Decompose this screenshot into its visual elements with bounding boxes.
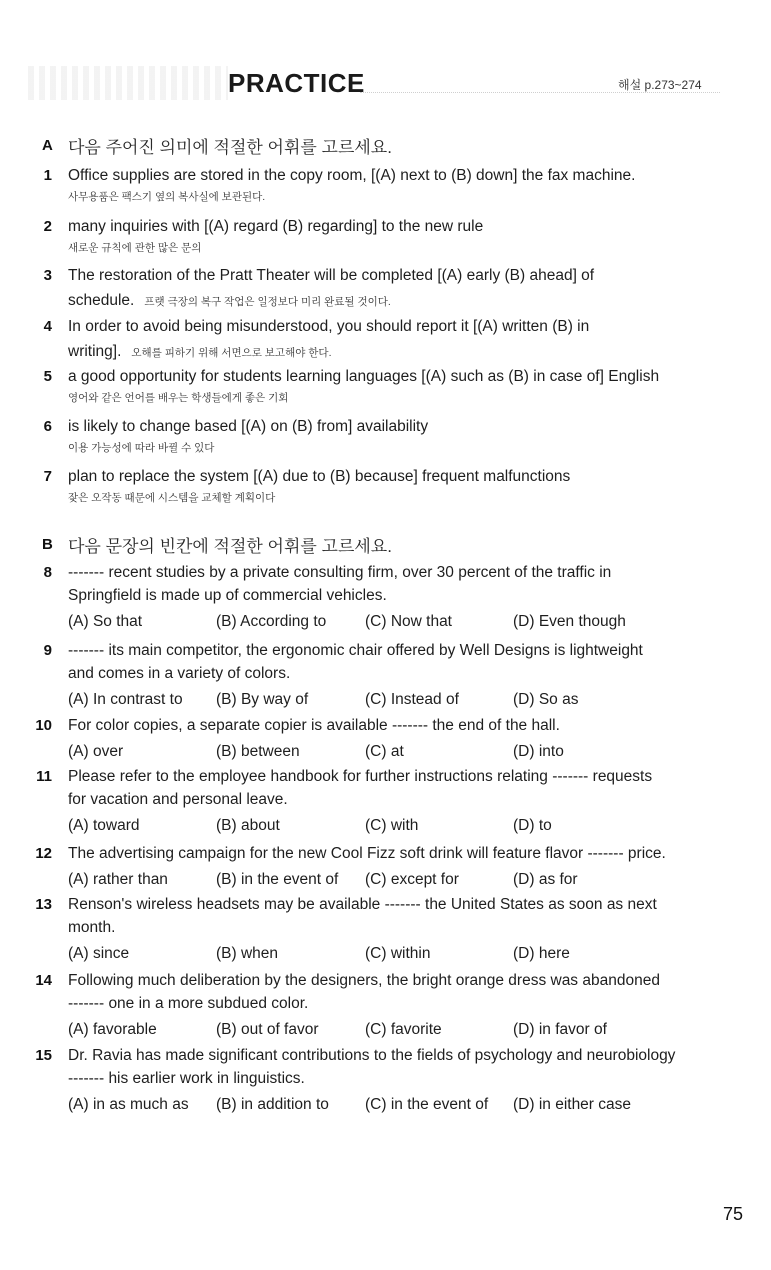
item-number: 10 <box>35 717 52 734</box>
answer-option: (C) within <box>365 945 431 962</box>
answer-option: (B) in addition to <box>216 1096 329 1113</box>
item-number: 14 <box>35 972 52 989</box>
item-text-line <box>68 292 391 310</box>
item-text-line: and comes in a variety of colors. <box>68 665 291 682</box>
item-text-line: The restoration of the Pratt Theater will be completed [(A) early (B) ahead] of <box>68 267 595 284</box>
item-text-line: ------- one in a more subdued color. <box>68 995 309 1012</box>
answer-option: (A) rather than <box>68 871 168 888</box>
item-text: schedule. <box>68 292 135 309</box>
item-text-line: ------- recent studies by a private consulting firm, over 30 percent of the traffic in <box>68 564 612 581</box>
answer-option: (B) in the event of <box>216 871 339 888</box>
page-number: 75 <box>722 1204 743 1224</box>
item-text-line: In order to avoid being misunderstood, you should report it [(A) written (B) in <box>68 318 590 335</box>
item-text-line: a good opportunity for students learning languages [(A) such as (B) in case of] English <box>68 368 660 385</box>
answer-option: (D) in either case <box>513 1096 632 1113</box>
answer-option: (A) toward <box>68 817 140 834</box>
item-number: 4 <box>43 318 52 335</box>
item-number: 3 <box>43 267 52 284</box>
item-text-line: ------- his earlier work in linguistics. <box>68 1070 305 1087</box>
item-number: 8 <box>43 564 52 581</box>
item-number: 7 <box>43 468 52 485</box>
answer-option: (C) in the event of <box>365 1096 489 1113</box>
item-text-line: Renson's wireless headsets may be available ------- the United States as soon as next <box>68 896 657 913</box>
item-number: 6 <box>43 418 52 435</box>
item-text-line: Please refer to the employee handbook for further instructions relating ------- requests <box>68 768 653 785</box>
item-text-line: ------- its main competitor, the ergonomic chair offered by Well Designs is lightweight <box>68 642 643 659</box>
answer-option: (D) in favor of <box>513 1021 607 1038</box>
item-text-line: is likely to change based [(A) on (B) from] availability <box>68 418 429 435</box>
item-text: writing]. <box>68 343 122 360</box>
answer-option: (D) to <box>513 817 552 834</box>
answer-option: (D) Even though <box>513 613 626 630</box>
item-number: 2 <box>43 218 52 235</box>
item-number: 11 <box>36 768 52 785</box>
item-number: 13 <box>35 896 52 913</box>
answer-option: (A) since <box>68 945 130 962</box>
item-number: 1 <box>43 167 52 184</box>
korean-translation: 오해를 피하기 위해 서면으로 보고해야 한다. <box>131 347 332 359</box>
item-text-line: for vacation and personal leave. <box>68 791 288 808</box>
item-text-line: The advertising campaign for the new Cool Fizz soft drink will feature flavor ------- price. <box>68 845 666 862</box>
section-a-instruction: 다음 주어진 의미에 적절한 어휘를 고르세요. <box>68 138 392 157</box>
answer-option: (A) So that <box>68 613 143 630</box>
korean-translation: 이용 가능성에 따라 바뀔 수 있다 <box>68 442 215 454</box>
answer-option: (A) favorable <box>68 1021 157 1038</box>
answer-option: (B) According to <box>216 613 327 630</box>
answer-option: (C) at <box>365 743 404 760</box>
section-b-letter: B <box>42 536 53 553</box>
item-number: 12 <box>35 845 52 862</box>
answer-option: (B) when <box>216 945 279 962</box>
korean-translation: 새로운 규칙에 관한 많은 문의 <box>68 242 202 254</box>
answer-option: (A) In contrast to <box>68 691 183 708</box>
item-number: 5 <box>43 368 52 385</box>
section-a-letter: A <box>42 137 53 154</box>
answer-option: (C) with <box>365 817 419 834</box>
answer-option: (C) Now that <box>365 613 452 630</box>
item-text-line: many inquiries with [(A) regard (B) regarding] to the new rule <box>68 218 484 235</box>
answer-option: (C) Instead of <box>365 691 459 708</box>
korean-translation: 사무용품은 팩스기 옆의 복사실에 보관된다. <box>68 191 266 203</box>
item-text-line: Following much deliberation by the designers, the bright orange dress was abandoned <box>68 972 660 989</box>
korean-translation: 영어와 같은 언어를 배우는 학생들에게 좋은 기회 <box>68 392 289 404</box>
item-number: 9 <box>43 642 52 659</box>
header-decoration <box>28 66 228 100</box>
answer-option: (D) So as <box>513 691 579 708</box>
answer-option: (C) favorite <box>365 1021 442 1038</box>
answer-option: (B) about <box>216 817 280 834</box>
page-title: PRACTICE <box>228 68 365 98</box>
answer-option: (D) as for <box>513 871 578 888</box>
answer-option: (C) except for <box>365 871 459 888</box>
item-text-line: plan to replace the system [(A) due to (B) because] frequent malfunctions <box>68 468 571 485</box>
korean-translation: 잦은 오작동 때문에 시스템을 교체할 계획이다 <box>68 492 276 504</box>
korean-translation: 프랫 극장의 복구 작업은 일정보다 미리 완료될 것이다. <box>144 296 391 308</box>
item-text-line: month. <box>68 919 116 936</box>
answer-option: (B) By way of <box>216 691 309 708</box>
answer-option: (B) out of favor <box>216 1021 319 1038</box>
answer-reference: 해설 p.273~274 <box>618 78 702 92</box>
answer-option: (D) here <box>513 945 570 962</box>
answer-option: (A) in as much as <box>68 1096 189 1113</box>
item-text-line: Office supplies are stored in the copy room, [(A) next to (B) down] the fax machine. <box>68 167 636 184</box>
item-text-line: Dr. Ravia has made significant contributions to the fields of psychology and neurobiology <box>68 1047 676 1064</box>
answer-option: (A) over <box>68 743 124 760</box>
section-b-instruction: 다음 문장의 빈칸에 적절한 어휘를 고르세요. <box>68 537 392 556</box>
item-text-line <box>68 343 331 361</box>
item-text-line: For color copies, a separate copier is available ------- the end of the hall. <box>68 717 560 734</box>
item-text-line: Springfield is made up of commercial vehicles. <box>68 587 387 604</box>
item-number: 15 <box>35 1047 52 1064</box>
answer-option: (B) between <box>216 743 300 760</box>
answer-option: (D) into <box>513 743 564 760</box>
